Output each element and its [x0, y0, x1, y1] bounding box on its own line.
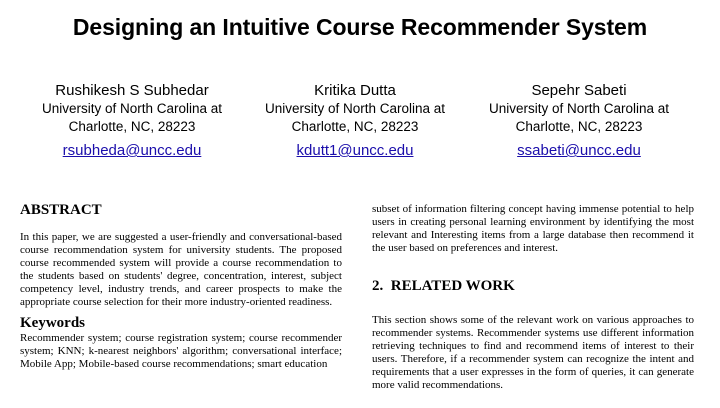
author-email-link[interactable]: rsubheda@uncc.edu	[62, 142, 202, 159]
author-affiliation: University of North Carolina at	[264, 101, 446, 116]
author-block-1	[20, 82, 244, 160]
author-email-link[interactable]: kdutt1@uncc.edu	[296, 142, 414, 159]
abstract-heading: ABSTRACT	[20, 202, 102, 218]
author-block-2	[243, 82, 467, 160]
author-block-3	[467, 82, 691, 160]
author-name: Rushikesh S Subhedar	[55, 82, 209, 99]
author-name: Sepehr Sabeti	[531, 82, 627, 99]
author-affiliation-location: Charlotte, NC, 28223	[291, 119, 419, 134]
abstract-text: In this paper, we are suggested a user-friendly and conversational-based course recommendation system for university students. The proposed course recommended system will provide a course recommendation to the students based on students' degree, concentration, interest, subject competency level, industry trends, and career prospects to make the appropriate course selection for their more industry-oriented readiness.	[20, 231, 342, 308]
keywords-text: Recommender system; course registration system; course recommender system; KNN; k-nearest neighbors' algorithm; conversational interface; Mobile App; Mobile-based course recommendations; smart education	[20, 332, 342, 370]
continuation-text: subset of information filtering concept having immense potential to help users in creating personal learning environment by identifying the most relevant and Interesting items from a large database then recommend it the user based on preferences and interest.	[372, 203, 694, 254]
left-column	[20, 201, 342, 371]
author-affiliation-location: Charlotte, NC, 28223	[68, 119, 196, 134]
related-work-text: This section shows some of the relevant work on various approaches to recommender systems. Recommender systems use different information retrieving techniques to find and recommend items of interest to their users. Therefore, if a recommender system can recognize the intent and requirements that a user expresses in the form of queries, it can generate more valid recommendations.	[372, 314, 694, 391]
right-column	[372, 203, 694, 392]
author-email-link[interactable]: ssabeti@uncc.edu	[517, 142, 641, 159]
page-title: Designing an Intuitive Course Recommender System	[72, 14, 648, 40]
author-affiliation: University of North Carolina at	[488, 101, 670, 116]
author-affiliation: University of North Carolina at	[41, 101, 223, 116]
author-affiliation-location: Charlotte, NC, 28223	[515, 119, 643, 134]
section-heading-related-work: 2. RELATED WORK	[372, 278, 515, 294]
keywords-heading: Keywords	[20, 315, 85, 331]
author-name: Kritika Dutta	[314, 82, 396, 99]
